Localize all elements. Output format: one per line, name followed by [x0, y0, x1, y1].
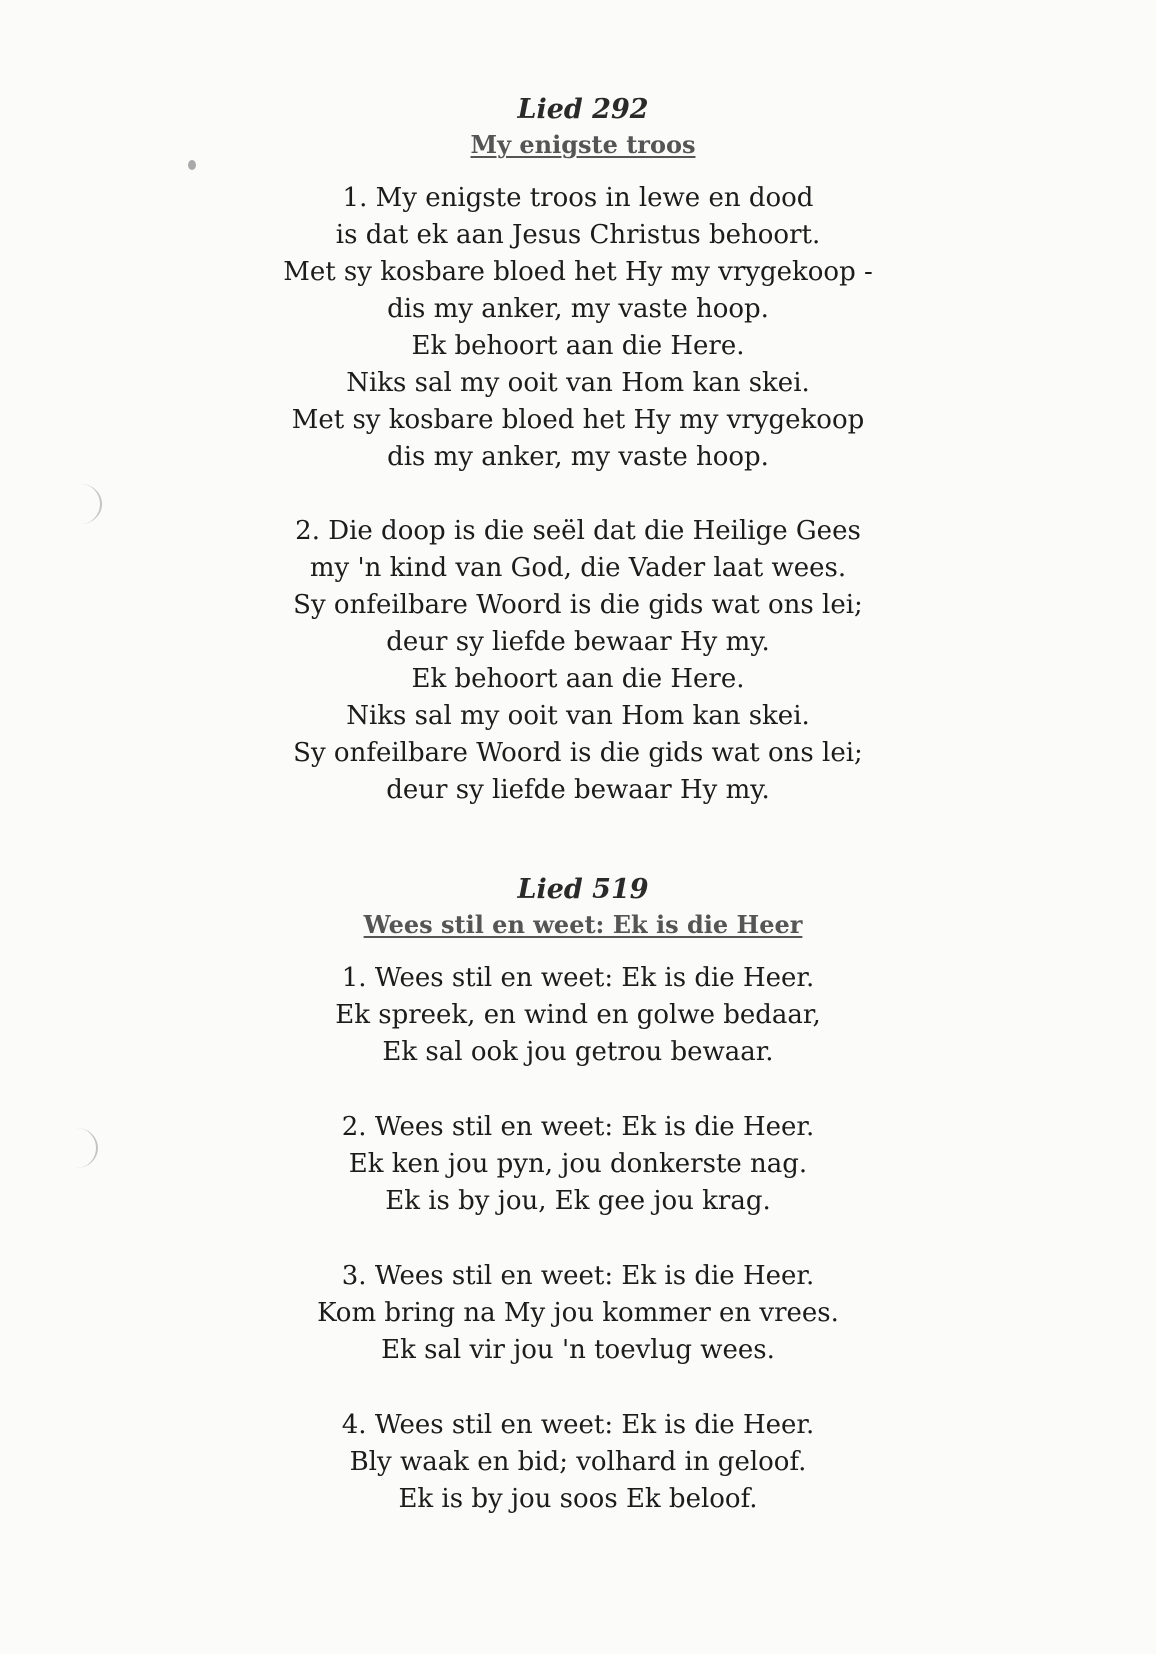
verse-line: Kom bring na My jou kommer en vrees.: [317, 1298, 839, 1328]
verse-line: my 'n kind van God, die Vader laat wees.: [309, 553, 847, 583]
verse: [0, 180, 1156, 476]
verse: [0, 513, 1156, 809]
song-lied-292: [0, 92, 1156, 809]
verse-line: Ek spreek, en wind en golwe bedaar,: [335, 1000, 821, 1030]
verse: [0, 1109, 1156, 1220]
verse: [0, 960, 1156, 1071]
verse-line: dis my anker, my vaste hoop.: [387, 294, 769, 324]
song-number: Lied 292: [517, 94, 649, 125]
song-title: Wees stil en weet: Ek is die Heer: [363, 910, 803, 939]
song-number: Lied 519: [517, 874, 649, 905]
verse-line: 2. Wees stil en weet: Ek is die Heer.: [341, 1112, 815, 1142]
verse-line: 3. Wees stil en weet: Ek is die Heer.: [341, 1261, 815, 1291]
verse-line: deur sy liefde bewaar Hy my.: [386, 627, 770, 657]
song-lied-519: [0, 872, 1156, 1518]
verse-line: Ek sal vir jou 'n toevlug wees.: [381, 1335, 775, 1365]
verse-line: Bly waak en bid; volhard in geloof.: [349, 1447, 807, 1477]
verse-line: deur sy liefde bewaar Hy my.: [386, 775, 770, 805]
verse-line: Niks sal my ooit van Hom kan skei.: [346, 368, 810, 398]
verse: [0, 1407, 1156, 1518]
verse-line: Ek ken jou pyn, jou donkerste nag.: [348, 1149, 808, 1179]
verse-line: Ek behoort aan die Here.: [411, 664, 745, 694]
song-title: My enigste troos: [470, 130, 696, 159]
verse-line: 1. My enigste troos in lewe en dood: [342, 183, 814, 213]
verse-line: Sy onfeilbare Woord is die gids wat ons lei;: [293, 590, 863, 620]
verse-line: 4. Wees stil en weet: Ek is die Heer.: [341, 1410, 815, 1440]
verse-line: Ek is by jou soos Ek beloof.: [398, 1484, 758, 1514]
verse-line: 1. Wees stil en weet: Ek is die Heer.: [341, 963, 815, 993]
verse: [0, 1258, 1156, 1369]
verse-line: Met sy kosbare bloed het Hy my vrygekoop: [291, 405, 865, 435]
verse-line: is dat ek aan Jesus Christus behoort.: [335, 220, 821, 250]
verse-line: Niks sal my ooit van Hom kan skei.: [346, 701, 810, 731]
verse-line: Sy onfeilbare Woord is die gids wat ons lei;: [293, 738, 863, 768]
verse-line: dis my anker, my vaste hoop.: [387, 442, 769, 472]
verse-line: Ek is by jou, Ek gee jou krag.: [385, 1186, 771, 1216]
verse-line: Ek behoort aan die Here.: [411, 331, 745, 361]
verse-line: Met sy kosbare bloed het Hy my vrygekoop -: [283, 257, 873, 287]
verse-line: Ek sal ook jou getrou bewaar.: [382, 1037, 774, 1067]
verse-line: 2. Die doop is die seël dat die Heilige Gees: [295, 516, 861, 546]
